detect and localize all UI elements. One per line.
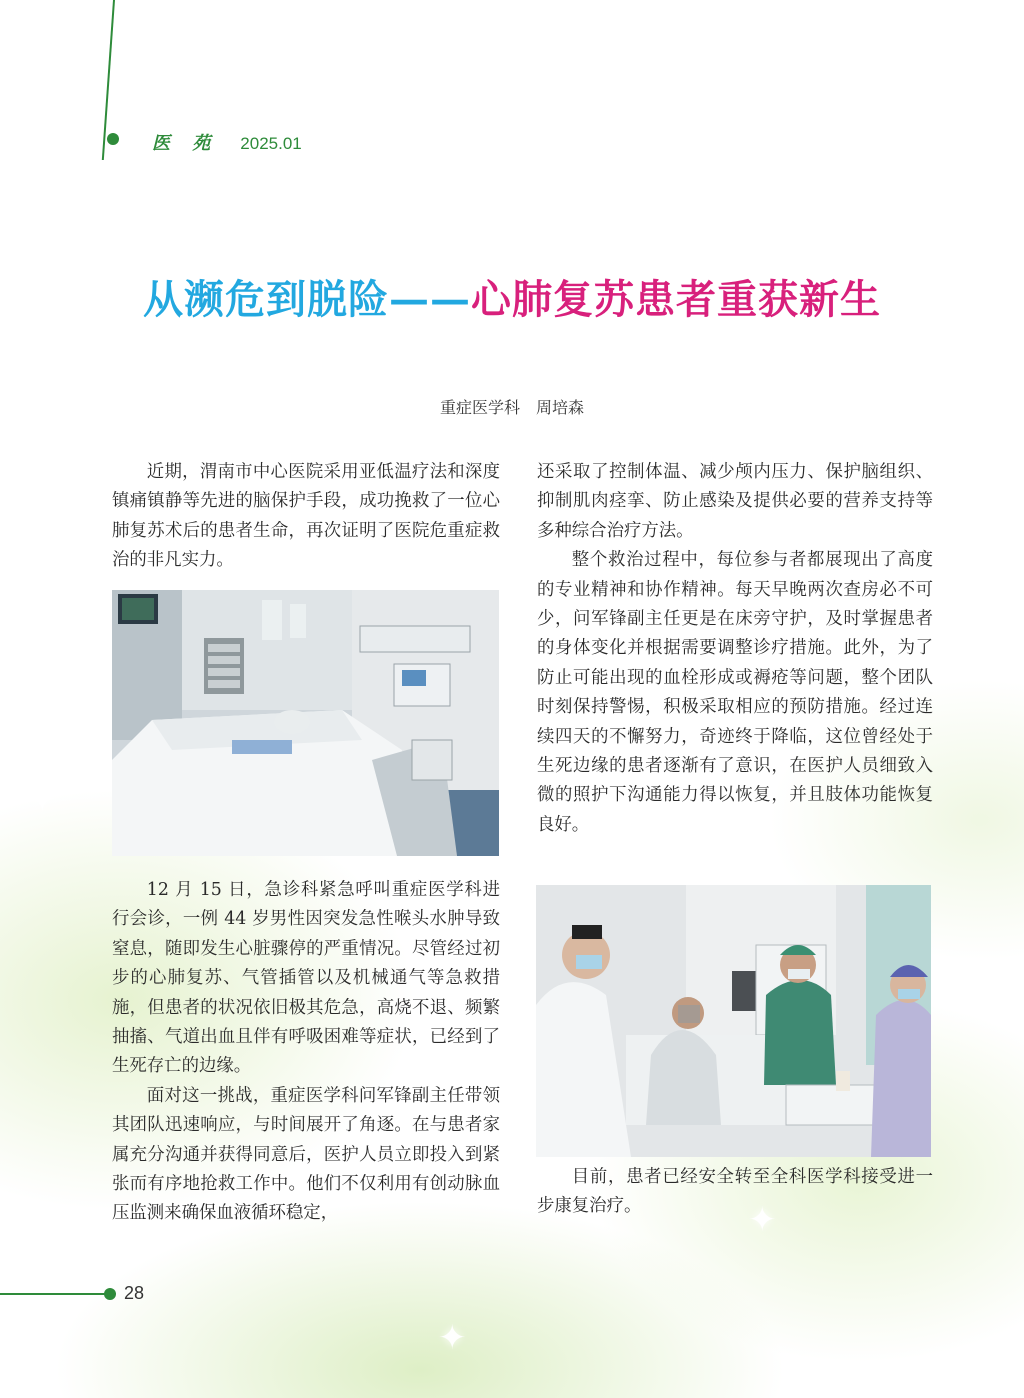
paragraph-teamwork: 整个救治过程中，每位参与者都展现出了高度的专业精神和协作精神。每天早晚两次查房必不可少，问军锋副主任更是在床旁守护，及时掌握患者的身体变化并根据需要调整诊疗措施。此外，为了防止可能出现的血栓形成或褥疮等问题，整个团队时刻保持警惕，积极采取相应的预防措施。经过连续四天的不懈努力，奇迹终于降临，这位曾经处于生死边缘的患者逐渐有了意识，在医护人员细致入微的照护下沟通能力得以恢复，并且肢体功能恢复良好。 [537, 550, 933, 835]
footer-rule [0, 1293, 112, 1295]
paragraph-intro: 近期，渭南市中心医院采用亚低温疗法和深度镇痛镇静等先进的脑保护手段，成功挽救了一位心肺复苏术后的患者生命，再次证明了医院危重症救治的非凡实力。 [112, 462, 500, 571]
title-dash: —— [389, 276, 471, 323]
article-title [0, 268, 1024, 325]
sparkle-decoration: ✦ [28, 780, 57, 820]
paragraph-team-response: 面对这一挑战，重症医学科问军锋副主任带领其团队迅速响应，与时间展开了角逐。在与患者家属充分沟通并获得同意后，医护人员立即投入到紧张而有序地抢救工作中。他们不仅利用有创动脉血压监测来确保血液循环稳定， [112, 1085, 500, 1224]
right-column-conclusion [537, 1163, 933, 1222]
paragraph-treatment-methods: 还采取了控制体温、减少颅内压力、保护脑组织、抑制肌肉痉挛、防止感染及提供必要的营养支持等多种综合治疗方法。 [537, 462, 933, 541]
medical-team-illustration [536, 885, 931, 1157]
title-part-one: 从濒危到脱险 [143, 276, 389, 323]
sparkle-decoration: ✦ [748, 1200, 777, 1240]
left-column-body [112, 876, 500, 1229]
sparkle-decoration: ✦ [438, 1318, 467, 1358]
icu-bed-photo [112, 590, 499, 856]
issue-date: 2025.01 [240, 134, 302, 153]
header-bullet-dot [107, 133, 119, 145]
right-column-body [537, 458, 933, 840]
medical-team-photo [536, 885, 931, 1157]
paragraph-consultation: 12 月 15 日，急诊科紧急呼叫重症医学科进行会诊，一例 44 岁男性因突发急性喉头水肿导致窒息，随即发生心脏骤停的严重情况。尽管经过初步的心肺复苏、气管插管以及机械通气等急救措施，但患者的状况依旧极其危急，高烧不退、频繁抽搐、气道出血且伴有呼吸困难等症状，已经到了生死存亡的边缘。 [112, 880, 500, 1077]
title-part-two: 心肺复苏患者重获新生 [471, 276, 881, 323]
left-column-intro [112, 458, 500, 576]
byline-department: 重症医学科 [439, 398, 520, 417]
paragraph-current-status: 目前，患者已经安全转至全科医学科接受进一步康复治疗。 [537, 1167, 933, 1217]
footer-bullet-dot [104, 1288, 116, 1300]
byline [0, 395, 1024, 418]
page-header [152, 129, 302, 155]
icu-bed-illustration [112, 590, 499, 856]
byline-author: 周培森 [536, 398, 585, 417]
magazine-name: 医 苑 [152, 133, 219, 154]
page-number: 28 [124, 1283, 145, 1303]
